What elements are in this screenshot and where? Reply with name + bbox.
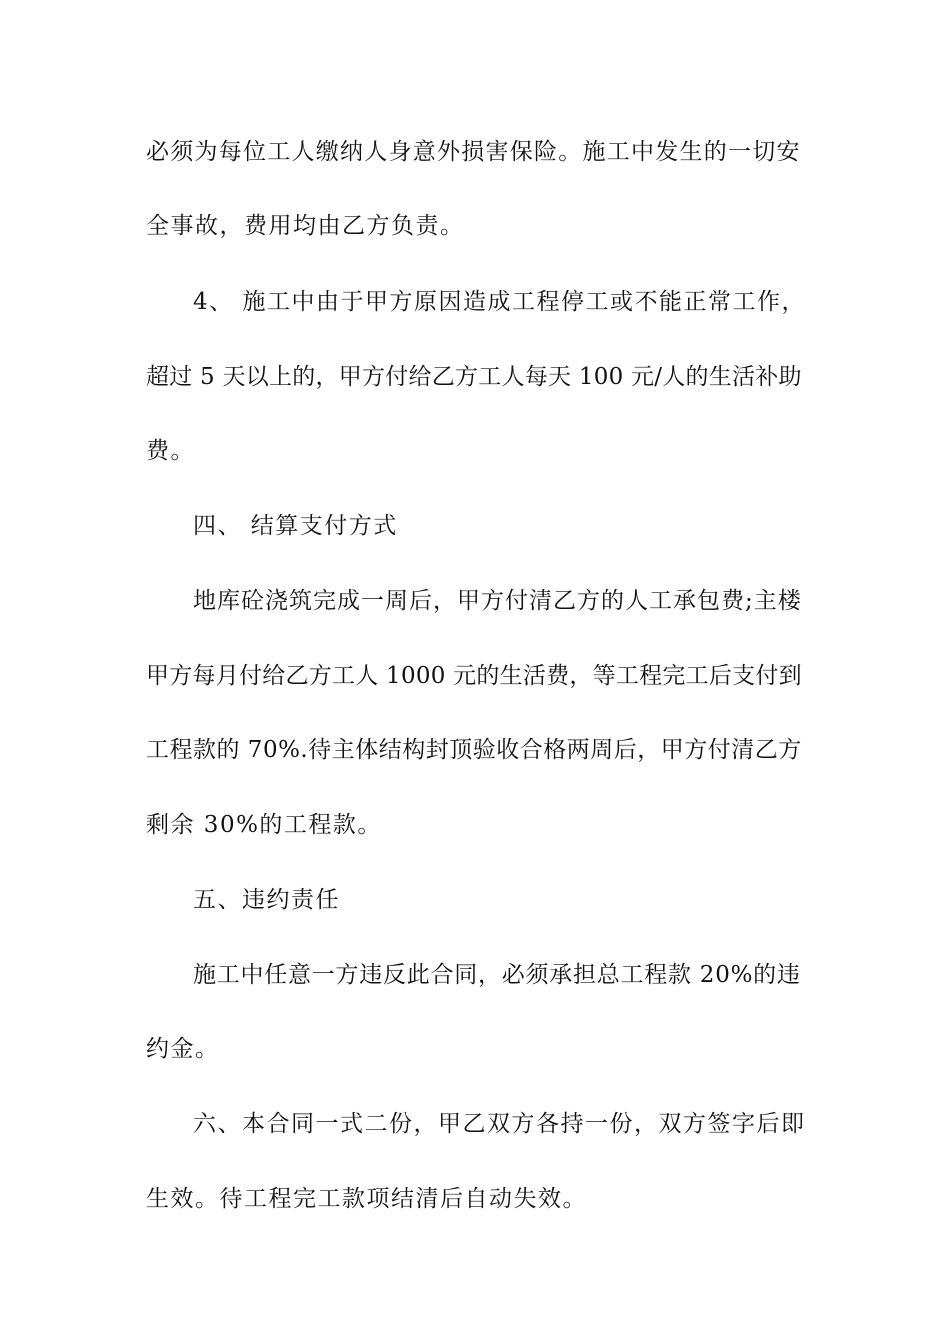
text-line: 施工中任意一方违反此合同，必须承担总工程款 20%的违	[193, 962, 801, 988]
text-line: 必须为每位工人缴纳人身意外损害保险。施工中发生的一切安	[146, 139, 801, 165]
text-line: 地库砼浇筑完成一周后，甲方付清乙方的人工承包费;主楼	[193, 588, 802, 614]
text-line: 工程款的 70%.待主体结构封顶验收合格两周后，甲方付清乙方	[146, 737, 802, 763]
list-item-4: 4、 施工中由于甲方原因造成工程停工或不能正常工作，	[193, 289, 806, 315]
text-line: 约金。	[146, 1036, 220, 1062]
text-line: 生效。待工程完工款项结清后自动失效。	[146, 1186, 587, 1212]
text-line: 超过 5 天以上的，甲方付给乙方工人每天 100 元/人的生活补助	[146, 364, 802, 390]
section-heading-4: 四、 结算支付方式	[193, 513, 398, 539]
section-heading-6: 六、本合同一式二份，甲乙双方各持一份，双方签字后即	[193, 1111, 806, 1137]
text-line: 剩余 30%的工程款。	[146, 812, 382, 838]
text-line: 甲方每月付给乙方工人 1000 元的生活费，等工程完工后支付到	[146, 663, 802, 689]
text-line: 全事故，费用均由乙方负责。	[146, 213, 465, 239]
text-line: 费。	[146, 438, 195, 464]
section-heading-5: 五、违约责任	[193, 887, 340, 913]
